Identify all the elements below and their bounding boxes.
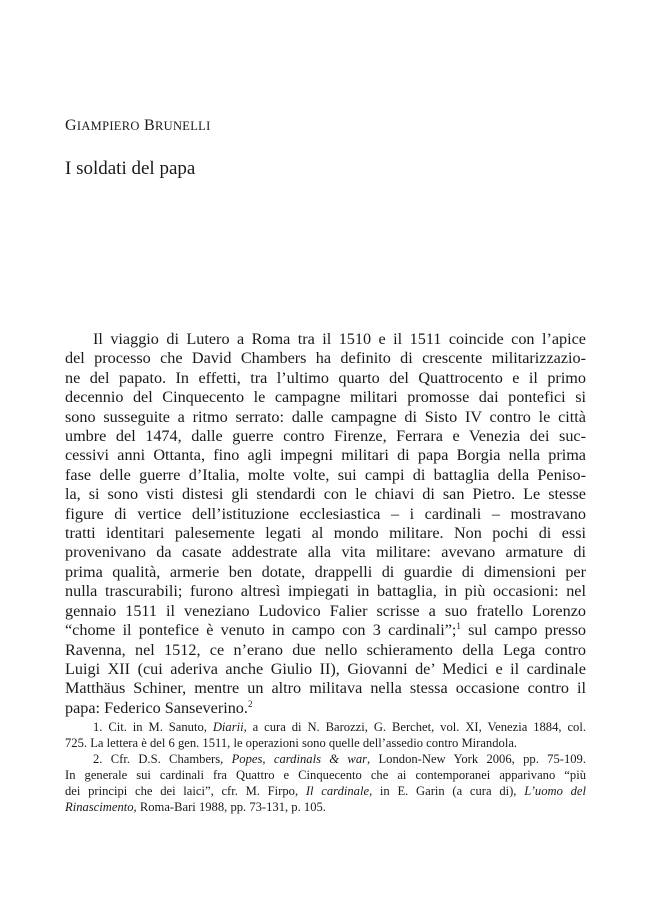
body-line: decennio del Cinquecento le campagne militari promosse dai pontefici si bbox=[65, 388, 586, 407]
chapter-title: I soldati del papa bbox=[65, 158, 196, 179]
author-first-initial: G bbox=[65, 117, 77, 134]
footnote-2-line bbox=[65, 751, 586, 767]
footnote-1-line: 725. La lettera è del 6 gen. 1511, le operazioni sono quelle dell’assedio contro Mirandola. bbox=[65, 736, 518, 751]
body-line: sono susseguite a ritmo serrato: dalle campagne di Sisto IV contro le città bbox=[65, 407, 586, 426]
body-line: Ravenna, nel 1512, ce n’erano due nello schieramento della Lega contro bbox=[65, 640, 586, 659]
footnote-text: , London-New York 2006, pp. 75-109. bbox=[367, 752, 587, 767]
footnote-2-line bbox=[65, 799, 586, 815]
author-last-initial: B bbox=[144, 117, 155, 134]
body-line: prima qualità, armerie ben dotate, drappelli di guardie di dimensioni per bbox=[65, 562, 586, 581]
body-line: nulla trascurabili; furono altresì impiegati in battaglia, in più occasioni: nel bbox=[65, 582, 586, 601]
body-line: fase delle guerre d’Italia, molte volte, sui campi di battaglia della Peniso- bbox=[65, 465, 586, 484]
body-line-text: sul campo presso bbox=[460, 621, 586, 640]
body-line: Matthäus Schiner, mentre un altro militava nella stessa occasione contro il bbox=[65, 679, 586, 698]
body-line: del processo che David Chambers ha definito di crescente militarizzazio- bbox=[65, 349, 586, 368]
footnote-2-line bbox=[65, 783, 586, 799]
footnote-text: dei principi che dei laici”, cfr. M. Firpo, bbox=[65, 784, 306, 799]
body-line: ne del papato. In effetti, tra l’ultimo quarto del Quattrocento e il primo bbox=[65, 368, 586, 387]
footnote-text: , in E. Garin (a cura di), bbox=[369, 784, 525, 799]
body-line: Luigi XII (cui aderiva anche Giulio II), Giovanni de’ Medici e il cardinale bbox=[65, 659, 586, 678]
footnote-2-line: In generale sui cardinali fra Quattro e Cinquecento che ai contemporanei apparivano “più bbox=[65, 768, 586, 783]
footnotes bbox=[65, 719, 586, 816]
author-first-rest: IAMPIERO bbox=[76, 119, 140, 133]
body-line-with-footnote bbox=[65, 699, 586, 718]
footnote-ref-2[interactable]: 2 bbox=[247, 698, 253, 709]
footnote-1-line bbox=[65, 719, 586, 735]
body-line: cessivi anni Ottanta, fino agli impegni militari di papa Borgia nella prima bbox=[65, 446, 586, 465]
footnote-italic: Diarii bbox=[212, 720, 244, 734]
footnote-text: 1. Cit. in M. Sanuto, bbox=[93, 720, 213, 734]
author-name bbox=[65, 117, 211, 135]
body-line-text: papa: Federico Sanseverino. bbox=[65, 698, 248, 717]
body-line: la, si sono visti distesi gli stendardi con le chiavi di san Pietro. Le stesse bbox=[65, 485, 586, 504]
body-line: umbre del 1474, dalle guerre contro Firenze, Ferrara e Venezia dei suc- bbox=[65, 427, 586, 446]
footnote-text: 2. Cfr. D.S. Chambers, bbox=[93, 752, 232, 767]
footnote-italic: Popes, cardinals & war bbox=[231, 752, 368, 767]
footnote-text: , a cura di N. Barozzi, G. Berchet, vol. XI, Venezia 1884, col. bbox=[243, 720, 586, 734]
body-line: figure di vertice dell’istituzione ecclesiastica – i cardinali – mostravano bbox=[65, 504, 586, 523]
body-line-text: “chome il pontefice è venuto in campo con 3 cardinali”; bbox=[65, 621, 457, 640]
footnote-ref-1[interactable]: 1 bbox=[456, 621, 461, 632]
body-line: gennaio 1511 il veneziano Ludovico Falier scrisse a suo fratello Lorenzo bbox=[65, 601, 586, 620]
body-paragraph bbox=[65, 330, 586, 718]
body-line: provenivano da casate addestrate alla vita militare: avevano armature di bbox=[65, 543, 586, 562]
body-line-with-footnote bbox=[65, 621, 586, 640]
footnote-italic: Rinascimento, bbox=[65, 800, 137, 815]
body-line: Il viaggio di Lutero a Roma tra il 1510 e il 1511 coincide con l’apice bbox=[93, 330, 586, 348]
author-last-rest: RUNELLI bbox=[154, 119, 211, 133]
footnote-italic: Il cardinale bbox=[305, 784, 370, 799]
body-line: tratti identitari palesemente legati al mondo militare. Non pochi di essi bbox=[65, 524, 586, 543]
footnote-text: Roma-Bari 1988, pp. 73-131, p. 105. bbox=[136, 800, 326, 815]
footnote-italic: L’uomo del bbox=[524, 784, 587, 799]
